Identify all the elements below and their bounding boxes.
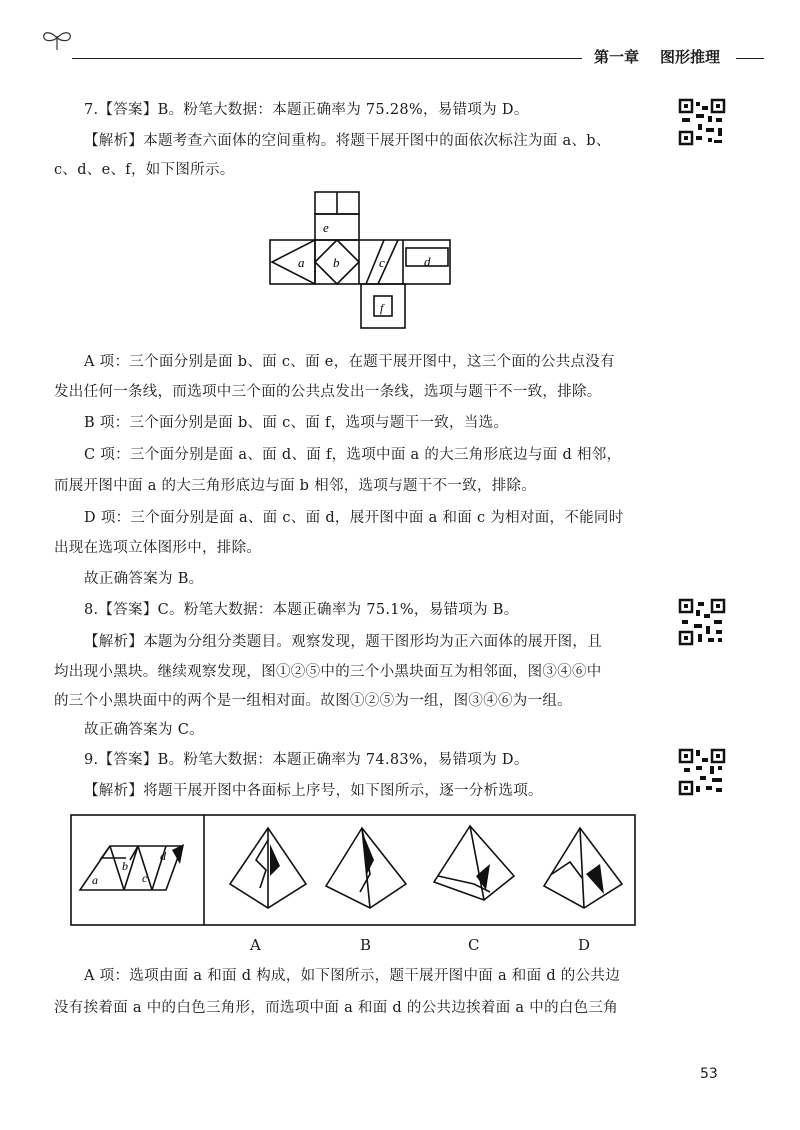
option-label-B: B bbox=[360, 936, 372, 954]
q7-conclusion: 故正确答案为 B。 bbox=[84, 571, 204, 587]
q7-optB: B 项：三个面分别是面 b、面 c、面 f，选项与题干一致，当选。 bbox=[84, 415, 509, 431]
q8-analysis-1: 【解析】本题为分组分类题目。观察发现，题干图形均为正六面体的展开图，且 bbox=[84, 634, 602, 650]
q8-analysis-2: 均出现小黑块。继续观察发现，图①②⑤中的三个小黑块面互为相邻面，图③④⑥中 bbox=[54, 664, 602, 680]
q9-answer: 9.【答案】B。粉笔大数据：本题正确率为 74.83%，易错项为 D。 bbox=[84, 752, 529, 768]
header-rule bbox=[72, 58, 582, 59]
q7-optA-1: A 项：三个面分别是面 b、面 c、面 e，在题干展开图中，这三个面的公共点没有 bbox=[84, 354, 615, 370]
optionA-black-triangle bbox=[270, 844, 280, 876]
optionD-black-triangle bbox=[586, 864, 604, 894]
q9-optA-1: A 项：选项由面 a 和面 d 构成，如下图所示，题干展开图中面 a 和面 d 的公共边 bbox=[84, 968, 621, 984]
header-rule-right bbox=[736, 58, 764, 59]
q7-analysis-1: 【解析】本题考查六面体的空间重构。将题干展开图中的面依次标注为面 a、b、 bbox=[84, 133, 611, 149]
face-label-b: b bbox=[333, 255, 340, 270]
face-label-c: c bbox=[142, 871, 148, 885]
q8-answer: 8.【答案】C。粉笔大数据：本题正确率为 75.1%，易错项为 B。 bbox=[84, 602, 519, 618]
q7-cube-net-figure bbox=[260, 188, 460, 336]
face-label-a: a bbox=[92, 873, 98, 887]
option-label-D: D bbox=[578, 936, 591, 954]
face-label-e: e bbox=[323, 220, 329, 235]
option-label-C: C bbox=[468, 936, 480, 954]
face-label-d: d bbox=[424, 254, 431, 269]
q7-optC-1: C 项：三个面分别是面 a、面 d、面 f，选项中面 a 的大三角形底边与面 d 相邻， bbox=[84, 447, 622, 463]
q8-analysis-3: 的三个小黑块面中的两个是一组相对面。故图①②⑤为一组，图③④⑥为一组。 bbox=[54, 693, 572, 709]
qr-code-icon bbox=[678, 598, 726, 646]
q9-optA-2: 没有挨着面 a 中的白色三角形，而选项中面 a 和面 d 的公共边挨着面 a 中的白色三角 bbox=[54, 1000, 619, 1016]
page-number: 53 bbox=[700, 1066, 718, 1082]
q7-optD-2: 出现在选项立体图形中，排除。 bbox=[54, 540, 262, 556]
face-label-b: b bbox=[122, 859, 128, 873]
net-black-triangle bbox=[172, 844, 184, 864]
q8-conclusion: 故正确答案为 C。 bbox=[84, 722, 204, 738]
qr-code-icon bbox=[678, 748, 726, 796]
q7-optC-2: 而展开图中面 a 的大三角形底边与面 b 相邻，选项与题干不一致，排除。 bbox=[54, 478, 537, 494]
chapter-title: 图形推理 bbox=[660, 48, 721, 66]
q7-optA-2: 发出任何一条线，而选项中三个面的公共点发出一条线，选项与题干不一致，排除。 bbox=[54, 384, 602, 400]
q9-analysis: 【解析】将题干展开图中各面标上序号，如下图所示，逐一分析选项。 bbox=[84, 783, 543, 799]
qr-code-icon bbox=[678, 98, 726, 146]
option-label-A: A bbox=[250, 936, 261, 954]
face-label-f: f bbox=[380, 301, 384, 315]
face-label-c: c bbox=[379, 255, 385, 270]
q9-tetrahedron-figure bbox=[70, 814, 636, 926]
face-label-d: d bbox=[160, 849, 166, 863]
q7-optD-1: D 项：三个面分别是面 a、面 c、面 d，展开图中面 a 和面 c 为相对面，不能同时 bbox=[84, 510, 624, 526]
leaf-logo-icon bbox=[40, 28, 74, 52]
chapter-label: 第一章 bbox=[594, 48, 640, 66]
q7-answer: 7.【答案】B。粉笔大数据：本题正确率为 75.28%，易错项为 D。 bbox=[84, 102, 529, 118]
face-label-a: a bbox=[298, 255, 305, 270]
q7-analysis-2: c、d、e、f，如下图所示。 bbox=[54, 162, 235, 178]
